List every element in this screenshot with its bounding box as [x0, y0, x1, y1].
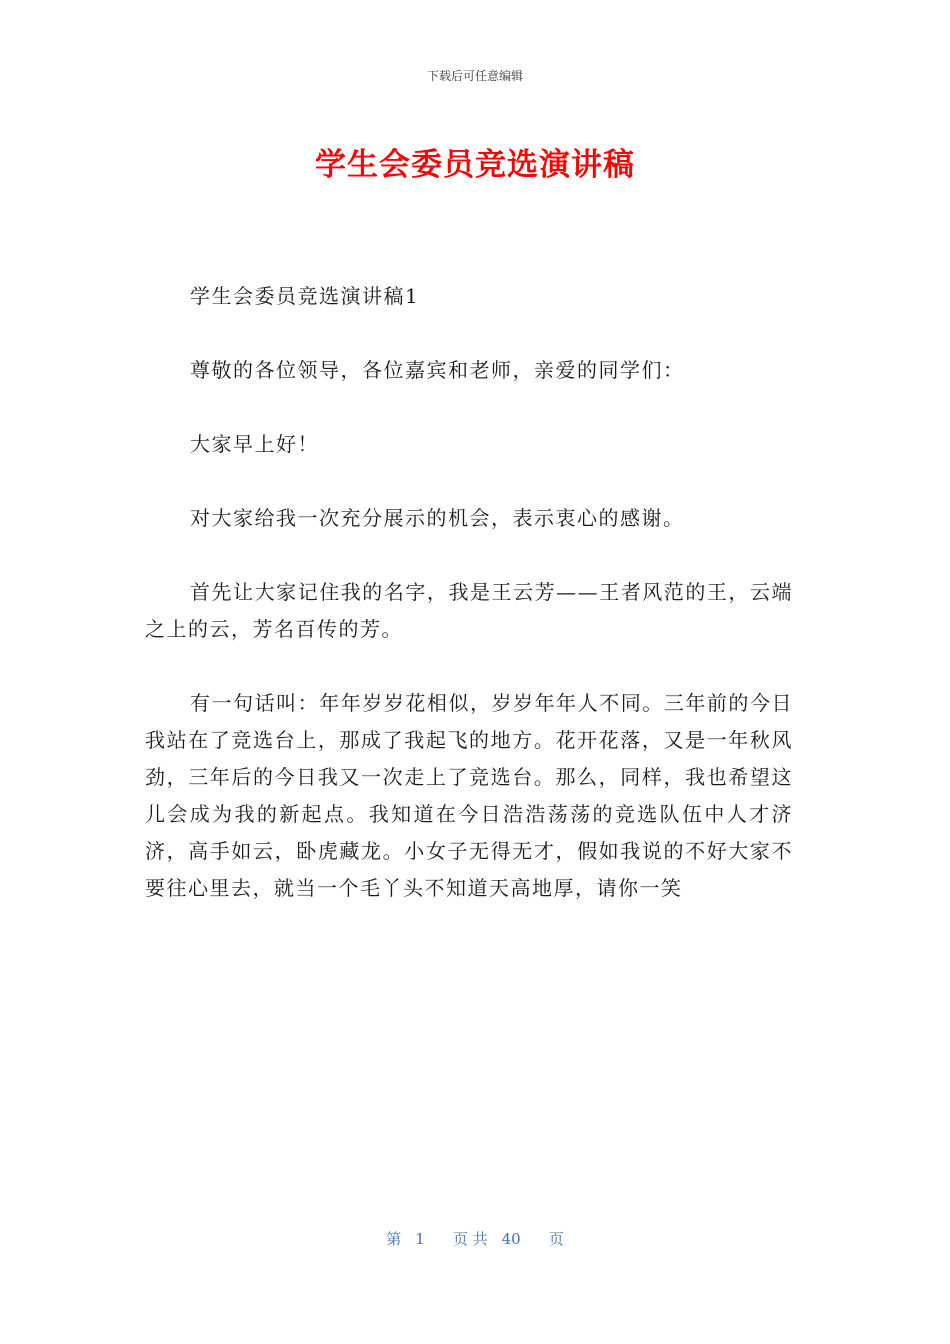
paragraph-section-heading: 学生会委员竞选演讲稿1	[190, 284, 420, 308]
footer-prefix: 第	[386, 1230, 402, 1248]
footer-suffix: 页	[548, 1230, 564, 1248]
paragraph-greeting: 大家早上好！	[190, 432, 319, 456]
document-title: 学生会委员竞选演讲稿	[315, 147, 635, 183]
paragraph-introduction: 首先让大家记住我的名字，我是王云芳——王者风范的王，云端之上的云，芳名百传的芳。	[145, 580, 793, 641]
footer-middle: 页 共	[452, 1230, 488, 1248]
page-footer	[0, 1228, 950, 1250]
paragraph-salutation: 尊敬的各位领导，各位嘉宾和老师，亲爱的同学们：	[190, 358, 685, 382]
footer-current-page: 1	[415, 1230, 425, 1248]
footer-total-pages: 40	[501, 1230, 521, 1248]
paragraph-main: 有一句话叫：年年岁岁花相似，岁岁年年人不同。三年前的今日我站在了竞选台上，那成了我起飞的地方。花开花落，又是一年秋风劲，三年后的今日我又一次走上了竞选台。那么，同样，我也希望这儿会成为我的新起点。我知道在今日浩浩荡荡的竞选队伍中人才济济，高手如云，卧虎藏龙。小女子无得无才，假如我说的不好大家不要往心里去，就当一个毛丫头不知道天高地厚，请你一笑	[145, 691, 793, 900]
page-header-note: 下载后可任意编辑	[426, 69, 523, 83]
paragraph-thanks: 对大家给我一次充分展示的机会，表示衷心的感谢。	[190, 506, 685, 530]
document-body	[145, 278, 793, 944]
